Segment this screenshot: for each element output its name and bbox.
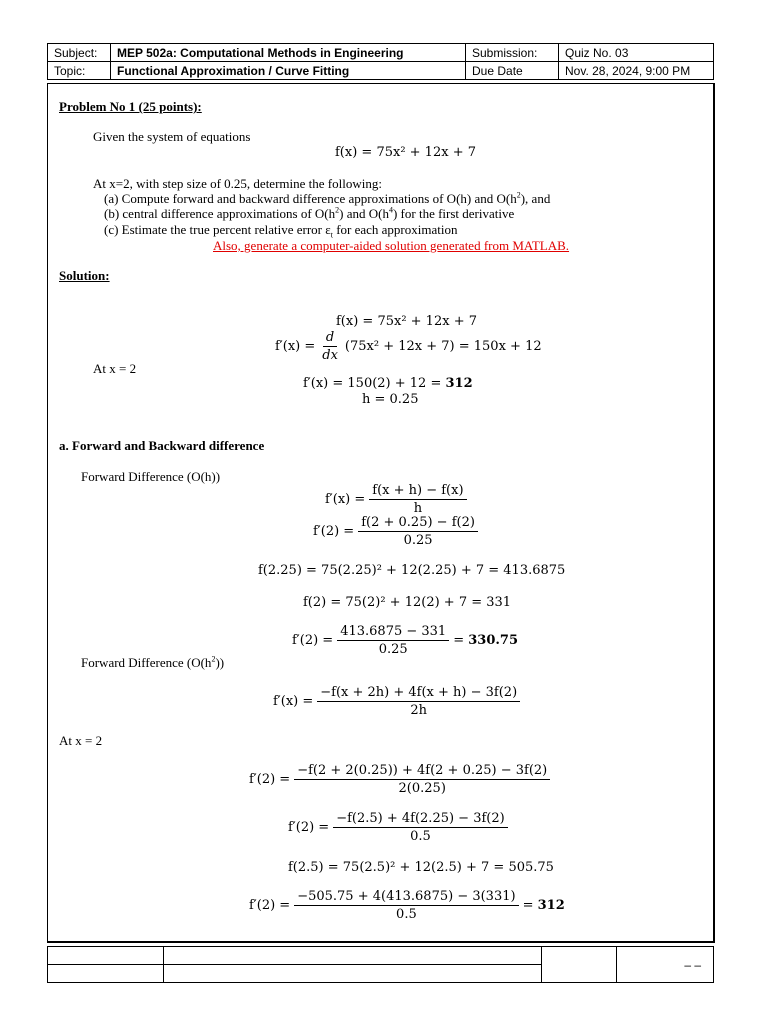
submission-label: Submission: — [466, 44, 559, 62]
topic-label: Topic: — [48, 62, 111, 80]
f-2.5-eval: f(2.5) = 75(2.5)² + 12(2.5) + 7 = 505.75 — [288, 860, 554, 875]
solution-eq1: f(x) = 75x² + 12x + 7 — [336, 314, 477, 329]
problem-equation: f(x) = 75x² + 12x + 7 — [335, 145, 476, 160]
subject-label: Subject: — [48, 44, 111, 62]
forward-oh2-simplified: f′(2) = $\frac{-f(2.5) + 4f(2.25) - 3f(2)}{0.5}$ — [288, 811, 508, 844]
task-item-a: (a) Compute forward and backward difference approximations of O(h) and $O(h^2)$, and — [104, 190, 551, 206]
due-date-value: Nov. 28, 2024, 9:00 PM — [559, 62, 714, 80]
topic-value: Functional Approximation / Curve Fitting — [111, 62, 466, 80]
forward-oh-substitution: f′(2) = $\frac{f(2 + 0.25) - f(2)}{0.25}$ — [313, 515, 478, 548]
solution-eq4: h = 0.25 — [362, 392, 419, 407]
subject-value: MEP 502a: Computational Methods in Engineering — [111, 44, 466, 62]
problem-intro: Given the system of equations — [93, 129, 251, 144]
task-item-c: (c) Estimate the true percent relative error $\varepsilon_t$ for each approximation — [104, 222, 458, 240]
footer-cell-5 — [48, 965, 164, 983]
footer-cell-3 — [542, 947, 617, 983]
task-item-b: (b) central difference approximations of $O(h^2)$ and $O(h^4)$ for the first derivative — [104, 205, 515, 221]
forward-oh-label: Forward Difference (O(h)) — [81, 469, 221, 484]
problem-heading: Problem No 1 (25 points): — [59, 99, 202, 114]
forward-oh2-substitution: f′(2) = $\frac{-f(2 + 2(0.25)) + 4f(2 + 0.25) - 3f(2)}{2(0.25)}$ — [249, 763, 550, 796]
solution-eq3: f′(x) = 150(2) + 12 = 312 — [303, 376, 473, 391]
forward-oh2-label: Forward Difference $(O(h^2))$ — [81, 654, 225, 670]
due-date-label: Due Date — [466, 62, 559, 80]
solution-heading: Solution: — [59, 268, 110, 283]
footer-table — [47, 946, 714, 983]
header-table — [47, 43, 714, 80]
f-2-eval: f(2) = 75(2)² + 12(2) + 7 = 331 — [303, 595, 512, 610]
footer-cell-6 — [164, 965, 542, 983]
task-intro: At x=2, with step size of 0.25, determine the following: — [93, 176, 382, 191]
forward-oh2-formula: f′(x) = $\frac{-f(x + 2h) + 4f(x + h) - 3f(2)}{2h}$ — [273, 685, 520, 718]
section-a-heading: a. Forward and Backward difference — [59, 438, 265, 453]
footer-cell-1 — [48, 947, 164, 965]
footer-page-number: – – — [617, 947, 714, 983]
footer-cell-2 — [164, 947, 542, 965]
solution-at-x: At x = 2 — [93, 361, 137, 376]
matlab-note: Also, generate a computer-aided solution generated from MATLAB. — [213, 238, 570, 253]
solution-eq2: f′(x) = $\frac{d}{dx}$ (75x² + 12x + 7) = 150x + 12 — [275, 330, 542, 363]
f-2.25-eval: f(2.25) = 75(2.25)² + 12(2.25) + 7 = 413.6875 — [258, 563, 566, 578]
at-x-2-label: At x = 2 — [59, 733, 103, 748]
forward-oh-formula: f′(x) = $\frac{f(x + h) - f(x)}{h}$ — [325, 483, 467, 516]
forward-oh-result: f′(2) = $\frac{413.6875 - 331}{0.25}$ = 330.75 — [292, 624, 518, 657]
forward-oh2-result: f′(2) = $\frac{-505.75 + 4(413.6875) - 3(331)}{0.5}$ = 312 — [249, 889, 565, 922]
submission-value: Quiz No. 03 — [559, 44, 714, 62]
